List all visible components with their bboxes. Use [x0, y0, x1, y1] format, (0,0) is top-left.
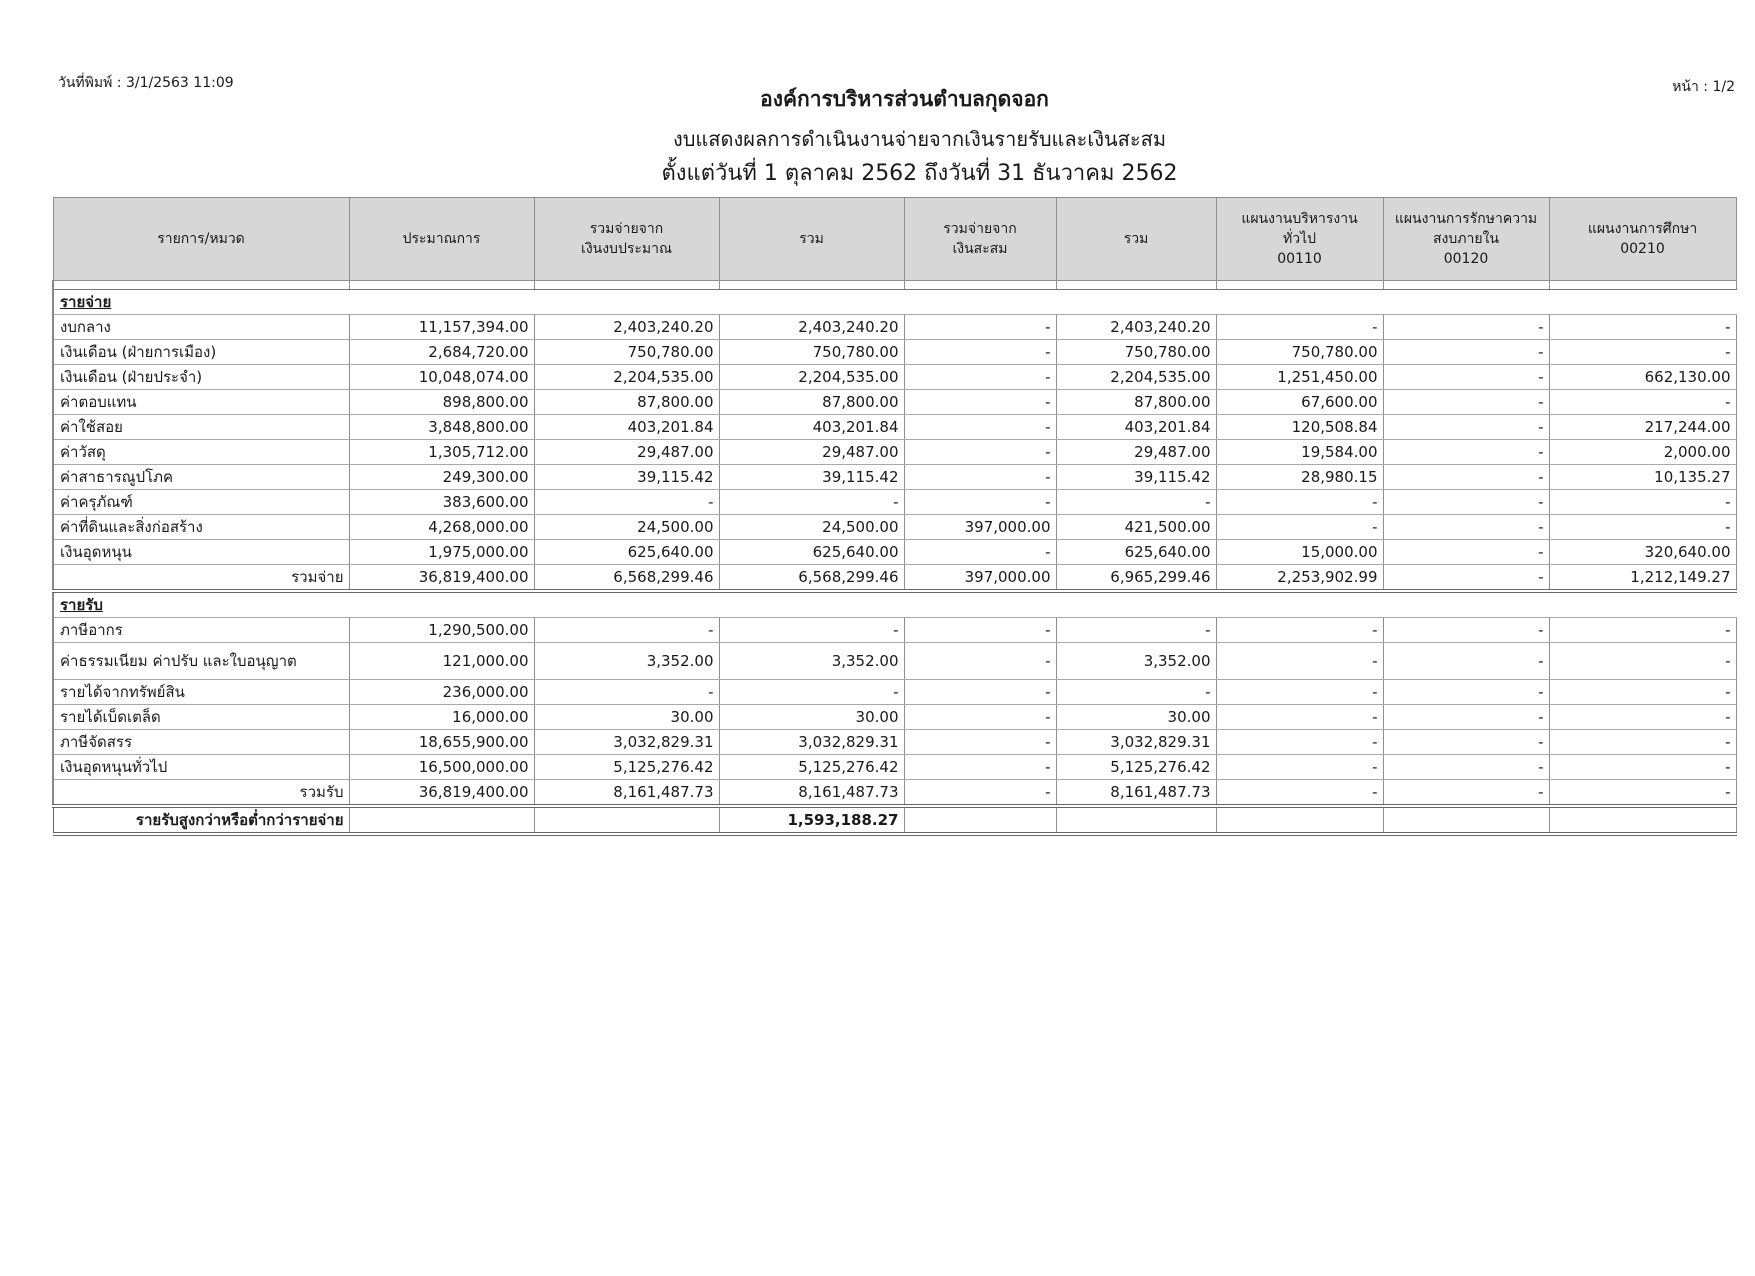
cell-value: - — [1549, 755, 1736, 780]
cell-value: 3,032,829.31 — [1056, 730, 1216, 755]
cell-value: 36,819,400.00 — [349, 780, 534, 807]
cell-value: - — [1383, 643, 1549, 680]
gap-cell — [1383, 281, 1549, 290]
cell-value: 898,800.00 — [349, 390, 534, 415]
cell-value: - — [904, 390, 1056, 415]
cell-value: - — [1216, 490, 1383, 515]
cell-value: - — [1383, 705, 1549, 730]
row-label: ค่าใช้สอย — [53, 415, 349, 440]
print-date: วันที่พิมพ์ : 3/1/2563 11:09 — [58, 75, 234, 91]
cell-value: - — [1383, 465, 1549, 490]
cell-value: 8,161,487.73 — [1056, 780, 1216, 807]
cell-value: - — [1383, 618, 1549, 643]
cell-value: 1,251,450.00 — [1216, 365, 1383, 390]
cell-value: - — [1383, 680, 1549, 705]
cell-value: - — [904, 780, 1056, 807]
org-name: องค์การบริหารส่วนตำบลกุดจอก — [760, 87, 1049, 111]
cell-value: 403,201.84 — [534, 415, 719, 440]
cell-value: 3,032,829.31 — [534, 730, 719, 755]
cell-value — [349, 806, 534, 834]
cell-value: - — [1549, 730, 1736, 755]
surplus-row — [53, 806, 1736, 834]
cell-value: - — [1383, 540, 1549, 565]
cell-value: 217,244.00 — [1549, 415, 1736, 440]
cell-value: 6,568,299.46 — [719, 565, 904, 592]
cell-value: - — [904, 315, 1056, 340]
expense-total-row — [53, 565, 1736, 592]
cell-value: 18,655,900.00 — [349, 730, 534, 755]
row-label: รายได้เบ็ดเตล็ด — [53, 705, 349, 730]
cell-value: 2,204,535.00 — [1056, 365, 1216, 390]
cell-value: 5,125,276.42 — [1056, 755, 1216, 780]
cell-value: - — [1383, 515, 1549, 540]
cell-value: 120,508.84 — [1216, 415, 1383, 440]
row-label: ค่าตอบแทน — [53, 390, 349, 415]
row-label: งบกลาง — [53, 315, 349, 340]
income-row — [53, 680, 1736, 705]
cell-value: - — [904, 415, 1056, 440]
cell-value: - — [1216, 755, 1383, 780]
row-label: รายได้จากทรัพย์สิน — [53, 680, 349, 705]
cell-value: 30.00 — [1056, 705, 1216, 730]
expense-row — [53, 340, 1736, 365]
col-header: รวมจ่ายจาก เงินงบประมาณ — [534, 198, 719, 281]
cell-value: - — [1383, 490, 1549, 515]
cell-value — [904, 806, 1056, 834]
cell-value: 8,161,487.73 — [719, 780, 904, 807]
cell-value: - — [904, 465, 1056, 490]
expense-row — [53, 465, 1736, 490]
cell-value: 39,115.42 — [719, 465, 904, 490]
gap-cell — [534, 281, 719, 290]
report-titles — [0, 84, 1755, 188]
cell-value: - — [1549, 340, 1736, 365]
cell-value: 5,125,276.42 — [719, 755, 904, 780]
cell-value: 19,584.00 — [1216, 440, 1383, 465]
cell-value: - — [1383, 730, 1549, 755]
cell-value: 121,000.00 — [349, 643, 534, 680]
cell-value: 1,593,188.27 — [719, 806, 904, 834]
page-number: หน้า : 1/2 — [1672, 79, 1735, 95]
header-row — [53, 198, 1736, 281]
cell-value: 750,780.00 — [1216, 340, 1383, 365]
cell-value: - — [1216, 730, 1383, 755]
cell-value: - — [1056, 680, 1216, 705]
cell-value: - — [904, 340, 1056, 365]
col-header: รวมจ่ายจาก เงินสะสม — [904, 198, 1056, 281]
cell-value: 662,130.00 — [1549, 365, 1736, 390]
cell-value: - — [1549, 780, 1736, 807]
income-row — [53, 755, 1736, 780]
cell-value: - — [1383, 755, 1549, 780]
row-label: ค่าวัสดุ — [53, 440, 349, 465]
row-label: ภาษีอากร — [53, 618, 349, 643]
cell-value: 397,000.00 — [904, 515, 1056, 540]
cell-value: - — [904, 705, 1056, 730]
cell-value: - — [904, 680, 1056, 705]
cell-value: 2,684,720.00 — [349, 340, 534, 365]
section-heading: รายจ่าย — [53, 290, 1736, 315]
cell-value: 8,161,487.73 — [534, 780, 719, 807]
cell-value — [1216, 806, 1383, 834]
cell-value: 6,965,299.46 — [1056, 565, 1216, 592]
section-heading: รายรับ — [53, 591, 1736, 618]
cell-value: 320,640.00 — [1549, 540, 1736, 565]
expense-row — [53, 490, 1736, 515]
cell-value: 2,204,535.00 — [719, 365, 904, 390]
cell-value: 28,980.15 — [1216, 465, 1383, 490]
cell-value: - — [904, 755, 1056, 780]
cell-value: 36,819,400.00 — [349, 565, 534, 592]
cell-value: 87,800.00 — [534, 390, 719, 415]
row-label: เงินอุดหนุนทั่วไป — [53, 755, 349, 780]
col-header: แผนงานการรักษาความ สงบภายใน 00120 — [1383, 198, 1549, 281]
cell-value: - — [534, 618, 719, 643]
gap-cell — [904, 281, 1056, 290]
expense-row — [53, 315, 1736, 340]
expense-row — [53, 365, 1736, 390]
report-table — [52, 197, 1737, 836]
income-row — [53, 643, 1736, 680]
cell-value: 67,600.00 — [1216, 390, 1383, 415]
cell-value: 39,115.42 — [1056, 465, 1216, 490]
report-period: ตั้งแต่วันที่ 1 ตุลาคม 2562 ถึงวันที่ 31 ธันวาคม 2562 — [661, 161, 1178, 186]
cell-value: 10,048,074.00 — [349, 365, 534, 390]
cell-value: - — [1216, 515, 1383, 540]
cell-value — [1383, 806, 1549, 834]
cell-value: 29,487.00 — [719, 440, 904, 465]
cell-value: 383,600.00 — [349, 490, 534, 515]
cell-value: 16,500,000.00 — [349, 755, 534, 780]
gap-cell — [1549, 281, 1736, 290]
cell-value: - — [719, 680, 904, 705]
col-header: รวม — [1056, 198, 1216, 281]
cell-value: - — [1549, 618, 1736, 643]
expense-row — [53, 515, 1736, 540]
row-label: รายรับสูงกว่าหรือต่ำกว่ารายจ่าย — [53, 806, 349, 834]
cell-value: 87,800.00 — [719, 390, 904, 415]
cell-value: - — [904, 618, 1056, 643]
gap-cell — [1216, 281, 1383, 290]
row-label: ค่าสาธารณูปโภค — [53, 465, 349, 490]
cell-value: 3,032,829.31 — [719, 730, 904, 755]
cell-value: 4,268,000.00 — [349, 515, 534, 540]
cell-value: - — [534, 680, 719, 705]
cell-value: - — [1216, 705, 1383, 730]
cell-value: - — [1383, 365, 1549, 390]
cell-value: 24,500.00 — [719, 515, 904, 540]
col-header: แผนงานบริหารงาน ทั่วไป 00110 — [1216, 198, 1383, 281]
cell-value: - — [1216, 680, 1383, 705]
cell-value: 5,125,276.42 — [534, 755, 719, 780]
cell-value: - — [904, 643, 1056, 680]
cell-value: - — [904, 540, 1056, 565]
row-label: รวมจ่าย — [53, 565, 349, 592]
cell-value: 1,212,149.27 — [1549, 565, 1736, 592]
cell-value: 3,352.00 — [1056, 643, 1216, 680]
cell-value: - — [1056, 490, 1216, 515]
expense-row — [53, 440, 1736, 465]
cell-value: - — [1383, 780, 1549, 807]
cell-value: - — [1383, 440, 1549, 465]
cell-value: 24,500.00 — [534, 515, 719, 540]
cell-value: 2,204,535.00 — [534, 365, 719, 390]
gap-cell — [1056, 281, 1216, 290]
cell-value: - — [904, 440, 1056, 465]
cell-value: 750,780.00 — [534, 340, 719, 365]
cell-value — [1549, 806, 1736, 834]
cell-value: 403,201.84 — [1056, 415, 1216, 440]
cell-value: - — [904, 730, 1056, 755]
cell-value — [1056, 806, 1216, 834]
row-label: ค่าธรรมเนียม ค่าปรับ และใบอนุญาต — [53, 643, 349, 680]
cell-value: - — [1383, 340, 1549, 365]
cell-value: - — [1383, 315, 1549, 340]
cell-value: 1,290,500.00 — [349, 618, 534, 643]
col-header: รายการ/หมวด — [53, 198, 349, 281]
row-label: รวมรับ — [53, 780, 349, 807]
expense-row — [53, 415, 1736, 440]
cell-value: 1,305,712.00 — [349, 440, 534, 465]
income-total-row — [53, 780, 1736, 807]
cell-value: 6,568,299.46 — [534, 565, 719, 592]
cell-value: - — [1056, 618, 1216, 643]
cell-value: 3,848,800.00 — [349, 415, 534, 440]
cell-value: - — [1383, 390, 1549, 415]
cell-value: 2,253,902.99 — [1216, 565, 1383, 592]
row-label: ค่าครุภัณฑ์ — [53, 490, 349, 515]
expense-row — [53, 390, 1736, 415]
cell-value — [534, 806, 719, 834]
cell-value: - — [719, 618, 904, 643]
cell-value: - — [1549, 315, 1736, 340]
cell-value: 39,115.42 — [534, 465, 719, 490]
cell-value: - — [1549, 515, 1736, 540]
cell-value: 3,352.00 — [719, 643, 904, 680]
cell-value: - — [904, 490, 1056, 515]
cell-value: - — [1216, 315, 1383, 340]
cell-value: - — [1383, 415, 1549, 440]
cell-value: 30.00 — [719, 705, 904, 730]
cell-value: 11,157,394.00 — [349, 315, 534, 340]
cell-value: 29,487.00 — [534, 440, 719, 465]
cell-value: 3,352.00 — [534, 643, 719, 680]
cell-value: - — [1549, 643, 1736, 680]
income-section-heading — [53, 591, 1736, 618]
cell-value: 87,800.00 — [1056, 390, 1216, 415]
cell-value: - — [1383, 565, 1549, 592]
gap-cell — [719, 281, 904, 290]
gap-cell — [53, 281, 349, 290]
cell-value: 236,000.00 — [349, 680, 534, 705]
cell-value: - — [904, 365, 1056, 390]
cell-value: - — [1216, 643, 1383, 680]
cell-value: 2,403,240.20 — [534, 315, 719, 340]
cell-value: 750,780.00 — [1056, 340, 1216, 365]
row-gap — [53, 281, 1736, 290]
cell-value: 249,300.00 — [349, 465, 534, 490]
income-row — [53, 705, 1736, 730]
income-row — [53, 618, 1736, 643]
col-header: แผนงานการศึกษา 00210 — [1549, 198, 1736, 281]
row-label: เงินเดือน (ฝ่ายการเมือง) — [53, 340, 349, 365]
cell-value: 15,000.00 — [1216, 540, 1383, 565]
row-label: เงินเดือน (ฝ่ายประจำ) — [53, 365, 349, 390]
cell-value: - — [1549, 490, 1736, 515]
cell-value: 421,500.00 — [1056, 515, 1216, 540]
cell-value: 2,000.00 — [1549, 440, 1736, 465]
report-title: งบแสดงผลการดำเนินงานจ่ายจากเงินรายรับและเงินสะสม — [672, 127, 1167, 151]
cell-value: 16,000.00 — [349, 705, 534, 730]
row-label: เงินอุดหนุน — [53, 540, 349, 565]
cell-value: 750,780.00 — [719, 340, 904, 365]
cell-value: 625,640.00 — [719, 540, 904, 565]
cell-value: 2,403,240.20 — [719, 315, 904, 340]
cell-value: - — [1549, 705, 1736, 730]
row-label: ค่าที่ดินและสิ่งก่อสร้าง — [53, 515, 349, 540]
expense-row — [53, 540, 1736, 565]
cell-value: 30.00 — [534, 705, 719, 730]
cell-value: - — [719, 490, 904, 515]
cell-value: 29,487.00 — [1056, 440, 1216, 465]
gap-cell — [349, 281, 534, 290]
col-header: ประมาณการ — [349, 198, 534, 281]
cell-value: 625,640.00 — [534, 540, 719, 565]
row-label: ภาษีจัดสรร — [53, 730, 349, 755]
cell-value: - — [1216, 618, 1383, 643]
col-header: รวม — [719, 198, 904, 281]
cell-value: 403,201.84 — [719, 415, 904, 440]
cell-value: 397,000.00 — [904, 565, 1056, 592]
cell-value: - — [1549, 680, 1736, 705]
expense-section-heading — [53, 290, 1736, 315]
cell-value: - — [1549, 390, 1736, 415]
cell-value: 10,135.27 — [1549, 465, 1736, 490]
cell-value: - — [534, 490, 719, 515]
cell-value: 625,640.00 — [1056, 540, 1216, 565]
cell-value: 1,975,000.00 — [349, 540, 534, 565]
report-body — [53, 281, 1736, 835]
cell-value: - — [1216, 780, 1383, 807]
cell-value: 2,403,240.20 — [1056, 315, 1216, 340]
income-row — [53, 730, 1736, 755]
